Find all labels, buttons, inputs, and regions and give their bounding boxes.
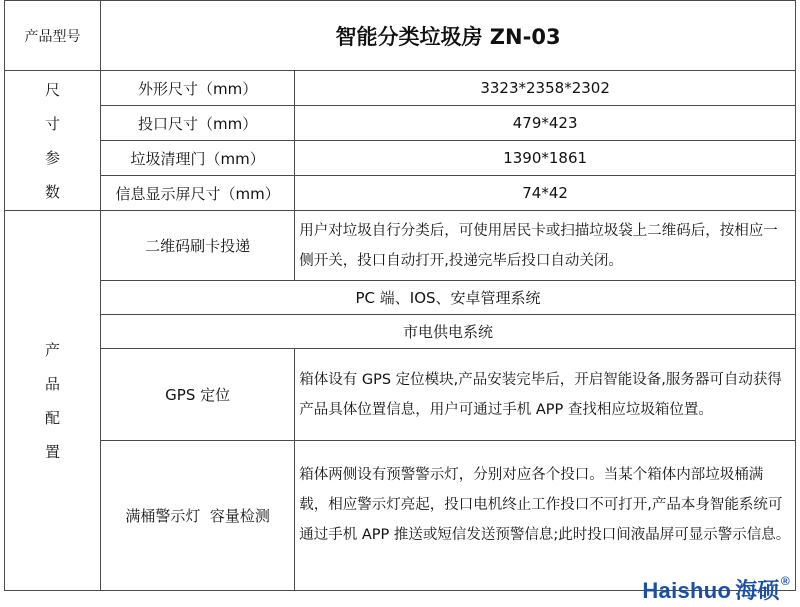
dim-value: 74*42 xyxy=(295,176,796,211)
dim-value: 1390*1861 xyxy=(295,141,796,176)
dim-row xyxy=(5,106,796,141)
dim-row xyxy=(5,176,796,211)
dim-label: 外形尺寸（mm） xyxy=(101,71,295,106)
gps-desc: 箱体设有 GPS 定位模块,产品安装完毕后，开启智能设备,服务器可自动获得产品具体位置信息，用户可通过手机 APP 查找相应垃圾箱位置。 xyxy=(295,349,796,441)
config-group-label xyxy=(5,211,101,591)
group-char: 配 xyxy=(45,408,61,427)
group-char: 尺 xyxy=(45,80,61,99)
alarm-desc: 箱体两侧设有预警警示灯，分别对应各个投口。当某个箱体内部垃圾桶满载，相应警示灯亮起，投口电机终止工作投口不可打开,产品本身智能系统可通过手机 APP 推送或短信发送预警信息;此时投口间液晶屏可显示警示信息。 xyxy=(295,441,796,591)
dim-label: 信息显示屏尺寸（mm） xyxy=(101,176,295,211)
model-label: 产品型号 xyxy=(5,1,101,71)
registered-mark: ® xyxy=(780,574,790,588)
qr-label: 二维码刷卡投递 xyxy=(101,211,295,281)
group-char: 产 xyxy=(45,340,61,359)
group-char: 品 xyxy=(45,374,61,393)
brand-chinese: 海硕 xyxy=(735,578,780,604)
group-char: 寸 xyxy=(45,114,61,133)
dimensions-group-label xyxy=(5,71,101,211)
mgmt-system: PC 端、IOS、安卓管理系统 xyxy=(101,281,796,315)
power-system: 市电供电系统 xyxy=(101,315,796,349)
header-row xyxy=(5,1,796,71)
page-title: 智能分类垃圾房 ZN-03 xyxy=(101,1,796,71)
group-char: 数 xyxy=(45,182,61,201)
config-row-power xyxy=(5,315,796,349)
dim-label: 垃圾清理门（mm） xyxy=(101,141,295,176)
dim-row xyxy=(5,71,796,106)
gps-label: GPS 定位 xyxy=(101,349,295,441)
dim-value: 3323*2358*2302 xyxy=(295,71,796,106)
dim-label: 投口尺寸（mm） xyxy=(101,106,295,141)
config-row-gps xyxy=(5,349,796,441)
alarm-label: 满桶警示灯 容量检测 xyxy=(101,441,295,591)
brand-logo xyxy=(642,574,790,605)
config-row-qr xyxy=(5,211,796,281)
spec-table xyxy=(4,0,796,591)
dim-row xyxy=(5,141,796,176)
brand-latin: Haishuo xyxy=(642,578,732,603)
group-char: 置 xyxy=(45,442,61,461)
config-row-mgmt xyxy=(5,281,796,315)
dim-value: 479*423 xyxy=(295,106,796,141)
config-row-alarm xyxy=(5,441,796,591)
qr-desc: 用户对垃圾自行分类后，可使用居民卡或扫描垃圾袋上二维码后，按相应一侧开关，投口自动打开,投递完毕后投口自动关闭。 xyxy=(295,211,796,281)
group-char: 参 xyxy=(45,148,61,167)
